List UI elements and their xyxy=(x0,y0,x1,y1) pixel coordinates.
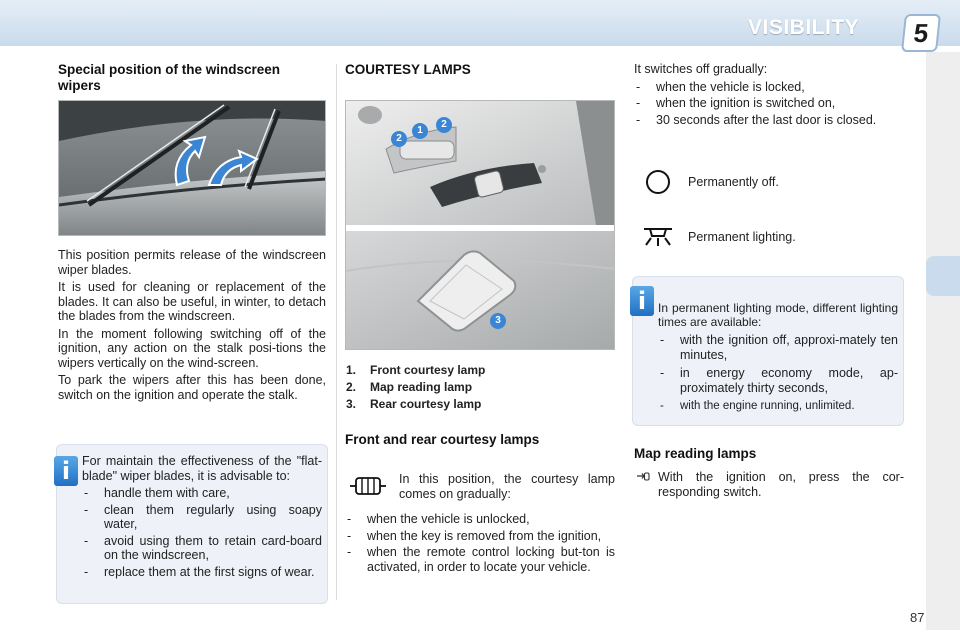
courtesy-lamps-image xyxy=(345,100,615,350)
courtesy-legend xyxy=(346,362,485,413)
list-item: - handle them with care, xyxy=(82,486,322,501)
list-item: - clean them regularly using soapy water, xyxy=(82,503,322,532)
callout-3: 3 xyxy=(490,313,506,329)
list-item: - avoid using them to retain card-board on the windscreen, xyxy=(82,534,322,563)
lighting-info-list xyxy=(658,333,898,414)
front-rear-list xyxy=(345,512,615,576)
legend-item: 3. Rear courtesy lamp xyxy=(346,397,482,411)
lamp-on-icon xyxy=(640,224,676,253)
wipers-text xyxy=(58,248,326,405)
courtesy-heading: COURTESY LAMPS xyxy=(345,62,471,77)
info-icon: i xyxy=(54,456,78,486)
list-item: - when the remote control locking but-ton is activated, in order to locate your vehicle. xyxy=(345,545,615,574)
front-rear-heading: Front and rear courtesy lamps xyxy=(345,432,540,447)
wipers-paragraph-4: To park the wipers after this has been done, switch on the ignition and operate the stalk. xyxy=(58,373,326,402)
hand-pointer-icon xyxy=(636,470,650,484)
list-item: - with the ignition off, approxi-mately ten minutes, xyxy=(658,333,898,362)
courtesy-lamps-illustration xyxy=(346,101,615,350)
lighting-info-box xyxy=(632,276,904,426)
page-title: VISIBILITY xyxy=(748,16,860,39)
callout-2-left: 2 xyxy=(391,131,407,147)
wipers-paragraph-3: In the moment following switching off of the ignition, any action on the stalk posi-tions the wipers vertically on the wind-screen. xyxy=(58,326,326,370)
wiper-illustration xyxy=(59,101,326,236)
lamp-off-icon xyxy=(644,168,672,199)
callout-2-right: 2 xyxy=(436,117,452,133)
wipers-paragraph-2: It is used for cleaning or replacement of the blades. It can also be useful, in winter, to detach the blades from the windscreen. xyxy=(58,280,326,323)
mode-label-off: Permanently off. xyxy=(688,175,779,189)
front-rear-description: In this position, the courtesy lamp comes on gradually: xyxy=(399,472,615,501)
switch-off-intro: It switches off gradually: xyxy=(634,62,768,76)
list-item: - replace them at the first signs of wear. xyxy=(82,565,322,580)
legend-item: 2. Map reading lamp xyxy=(346,380,473,394)
lighting-info-intro: In permanent lighting mode, different lighting times are available: xyxy=(658,301,898,329)
info-icon: i xyxy=(630,286,654,316)
switch-off-list xyxy=(634,80,904,128)
wipers-paragraph-1: This position permits release of the windscreen wiper blades. xyxy=(58,248,326,277)
wipers-info-list xyxy=(82,486,322,579)
mode-label-on: Permanent lighting. xyxy=(688,230,796,244)
page-number: 87 xyxy=(910,610,925,625)
door-lamp-icon xyxy=(350,474,386,501)
map-reading-text-block xyxy=(636,470,904,502)
chapter-number: 5 xyxy=(901,14,941,52)
side-tab xyxy=(926,52,960,630)
map-reading-text: With the ignition on, press the cor-responding switch. xyxy=(658,470,904,499)
wiper-image xyxy=(58,100,326,236)
list-item: - when the vehicle is unlocked, xyxy=(345,512,615,527)
list-item: - in energy economy mode, ap-proximately thirty seconds, xyxy=(658,366,898,395)
wipers-info-box xyxy=(56,444,328,604)
legend-item: 1. Front courtesy lamp xyxy=(346,363,486,377)
wipers-info-intro: For maintain the effectiveness of the "flat-blade" wiper blades, it is advisable to: xyxy=(82,454,322,483)
list-item: - 30 seconds after the last door is closed. xyxy=(634,113,904,128)
column-divider xyxy=(336,64,337,600)
switch-off-block xyxy=(634,62,904,129)
list-item: - when the vehicle is locked, xyxy=(634,80,904,95)
callout-1: 1 xyxy=(412,123,428,139)
wipers-heading: Special position of the windscreen wipers xyxy=(58,62,281,93)
side-tab-active xyxy=(926,256,960,296)
map-reading-heading: Map reading lamps xyxy=(634,446,757,461)
list-item: - when the ignition is switched on, xyxy=(634,96,904,111)
list-item: - when the key is removed from the ignition, xyxy=(345,529,615,544)
list-item: - with the engine running, unlimited. xyxy=(658,399,898,414)
